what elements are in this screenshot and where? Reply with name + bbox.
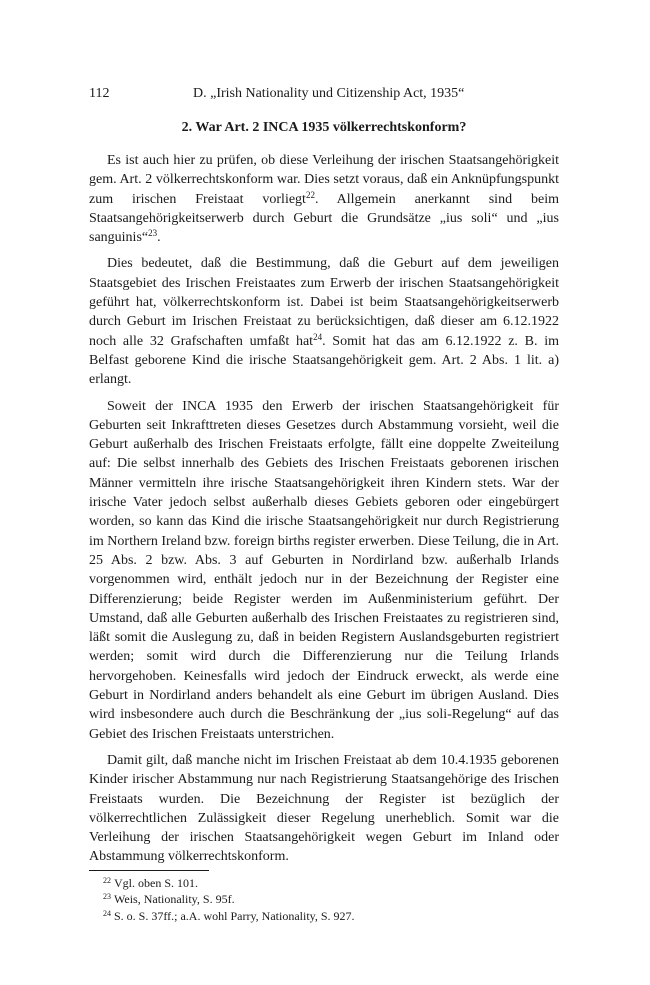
- footnote-ref-24[interactable]: 24: [313, 331, 323, 342]
- paragraph-3: [89, 397, 559, 744]
- paragraph-1: [89, 151, 559, 247]
- footnote-23: [103, 891, 559, 908]
- document-page: [89, 86, 559, 924]
- body-text: [89, 151, 559, 867]
- paragraph-text: Dies bedeutet, daß die Bestimmung, daß die Geburt auf dem jeweiligen Staatsgebiet des Irischen Freistaates zum Erwerb der irischen Staatsangehörigkeit geführt hat, völkerrechtskonform ist. Dabei ist beim Staatsangehörigkeitserwerb durch Geburt im Irischen Freistaat zu berücksichtigen, daß dieser am 6.12.1922 noch alle 32 Grafschaften umfaßt hat: [89, 256, 559, 349]
- footnote-divider: [89, 870, 209, 871]
- paragraph-text: .: [157, 230, 161, 246]
- footnote-number: 22: [103, 875, 111, 885]
- footnote-ref-23[interactable]: 23: [148, 228, 158, 239]
- footnotes: [89, 875, 559, 925]
- page-number: 112: [89, 86, 110, 101]
- paragraph-4: [89, 751, 559, 867]
- running-header: [89, 86, 559, 106]
- paragraph-text: Es ist auch hier zu prüfen, ob diese Verleihung der irischen Staatsangehörigkeit gem. Art. 2 völkerrechtskonform war. Dies setzt voraus, daß ein Anknüpfungspunkt zum irischen Freistaat vorliegt: [89, 153, 559, 207]
- paragraph-text: Soweit der INCA 1935 den Erwerb der irischen Staatsangehörigkeit für Geburten seit Inkrafttreten dieses Gesetzes durch Abstammung vorsieht, weil die Geburt außerhalb des Irischen Freistaats erfolgte, fällt eine doppelte Zweiteilung auf: Die selbst innerhalb des Gebiets des Irischen Freistaats geborenen irischen Männer vermitteln ihre irische Staatsangehörigkeit ihren Kindern stets. War der irische Vater jedoch selbst außerhalb dieses Gebiets geboren oder eingebürgert worden, so kann das Kind die irische Staatsangehörigkeit nur durch Registrierung im Northern Ireland bzw. foreign births register erwerben. Diese Teilung, die in Art. 25 Abs. 2 bzw. Abs. 3 auf Geburten in Nordirland bzw. außerhalb Irlands vorgenommen wird, enthält jedoch nur in der Bezeichnung der Register eine Differenzierung; beide Register werden im Außenministerium geführt. Der Umstand, daß alle Geburten außerhalb des Irischen Freistaates zu registrieren sind, läßt somit die Auslegung zu, daß in beiden Registern Auslandsgeburten registriert werden; somit wird durch die Differenzierung nur die Teilung Irlands hervorgehoben. Keinesfalls wird jedoch der Eindruck erweckt, als werde eine Geburt in Nordirland anders behandelt als eine Geburt im übrigen Ausland. Dies wird insbesondere auch durch die Beschränkung der „ius soli-Regelung“ auf das Gebiet des Irischen Freistaats unterstrichen.: [89, 398, 559, 742]
- footnote-text: Weis, Nationality, S. 95f.: [114, 892, 235, 907]
- footnote-ref-22[interactable]: 22: [305, 189, 315, 200]
- footnote-22: [103, 875, 559, 892]
- running-title: D. „Irish Nationality und Citizenship Act, 1935“: [193, 86, 465, 101]
- paragraph-text: Damit gilt, daß manche nicht im Irischen Freistaat ab dem 10.4.1935 geborenen Kinder irischer Abstammung nur nach Registrierung Staatsangehörige des Irischen Freistaats wurden. Die Bezeichnung der Register ist bezüglich der völkerrechtlichen Zulässigkeit dieser Regelung unerheblich. Somit war die Verleihung der irischen Staatsangehörigkeit wegen Geburt im Inland oder Abstammung völkerrechtskonform.: [89, 752, 559, 865]
- paragraph-2: [89, 254, 559, 389]
- footnote-number: 24: [103, 908, 111, 918]
- footnote-text: S. o. S. 37ff.; a.A. wohl Parry, Nationality, S. 927.: [114, 908, 355, 923]
- footnote-number: 23: [103, 892, 111, 902]
- section-heading: 2. War Art. 2 INCA 1935 völkerrechtskonform?: [181, 120, 467, 135]
- paragraph-text: . Allgemein anerkannt sind beim Staatsangehörigkeitserwerb durch Geburt die Grundsätze „ius soli“ und „ius sanguinis“: [89, 191, 559, 246]
- paragraph-text: . Somit hat das am 6.12.1922 z. B. im Belfast geborene Kind die irische Staatsangehörigkeit gem. Art. 2 Abs. 1 lit. a) erlangt.: [89, 333, 559, 388]
- footnote-text: Vgl. oben S. 101.: [114, 875, 198, 890]
- footnote-24: [103, 908, 559, 925]
